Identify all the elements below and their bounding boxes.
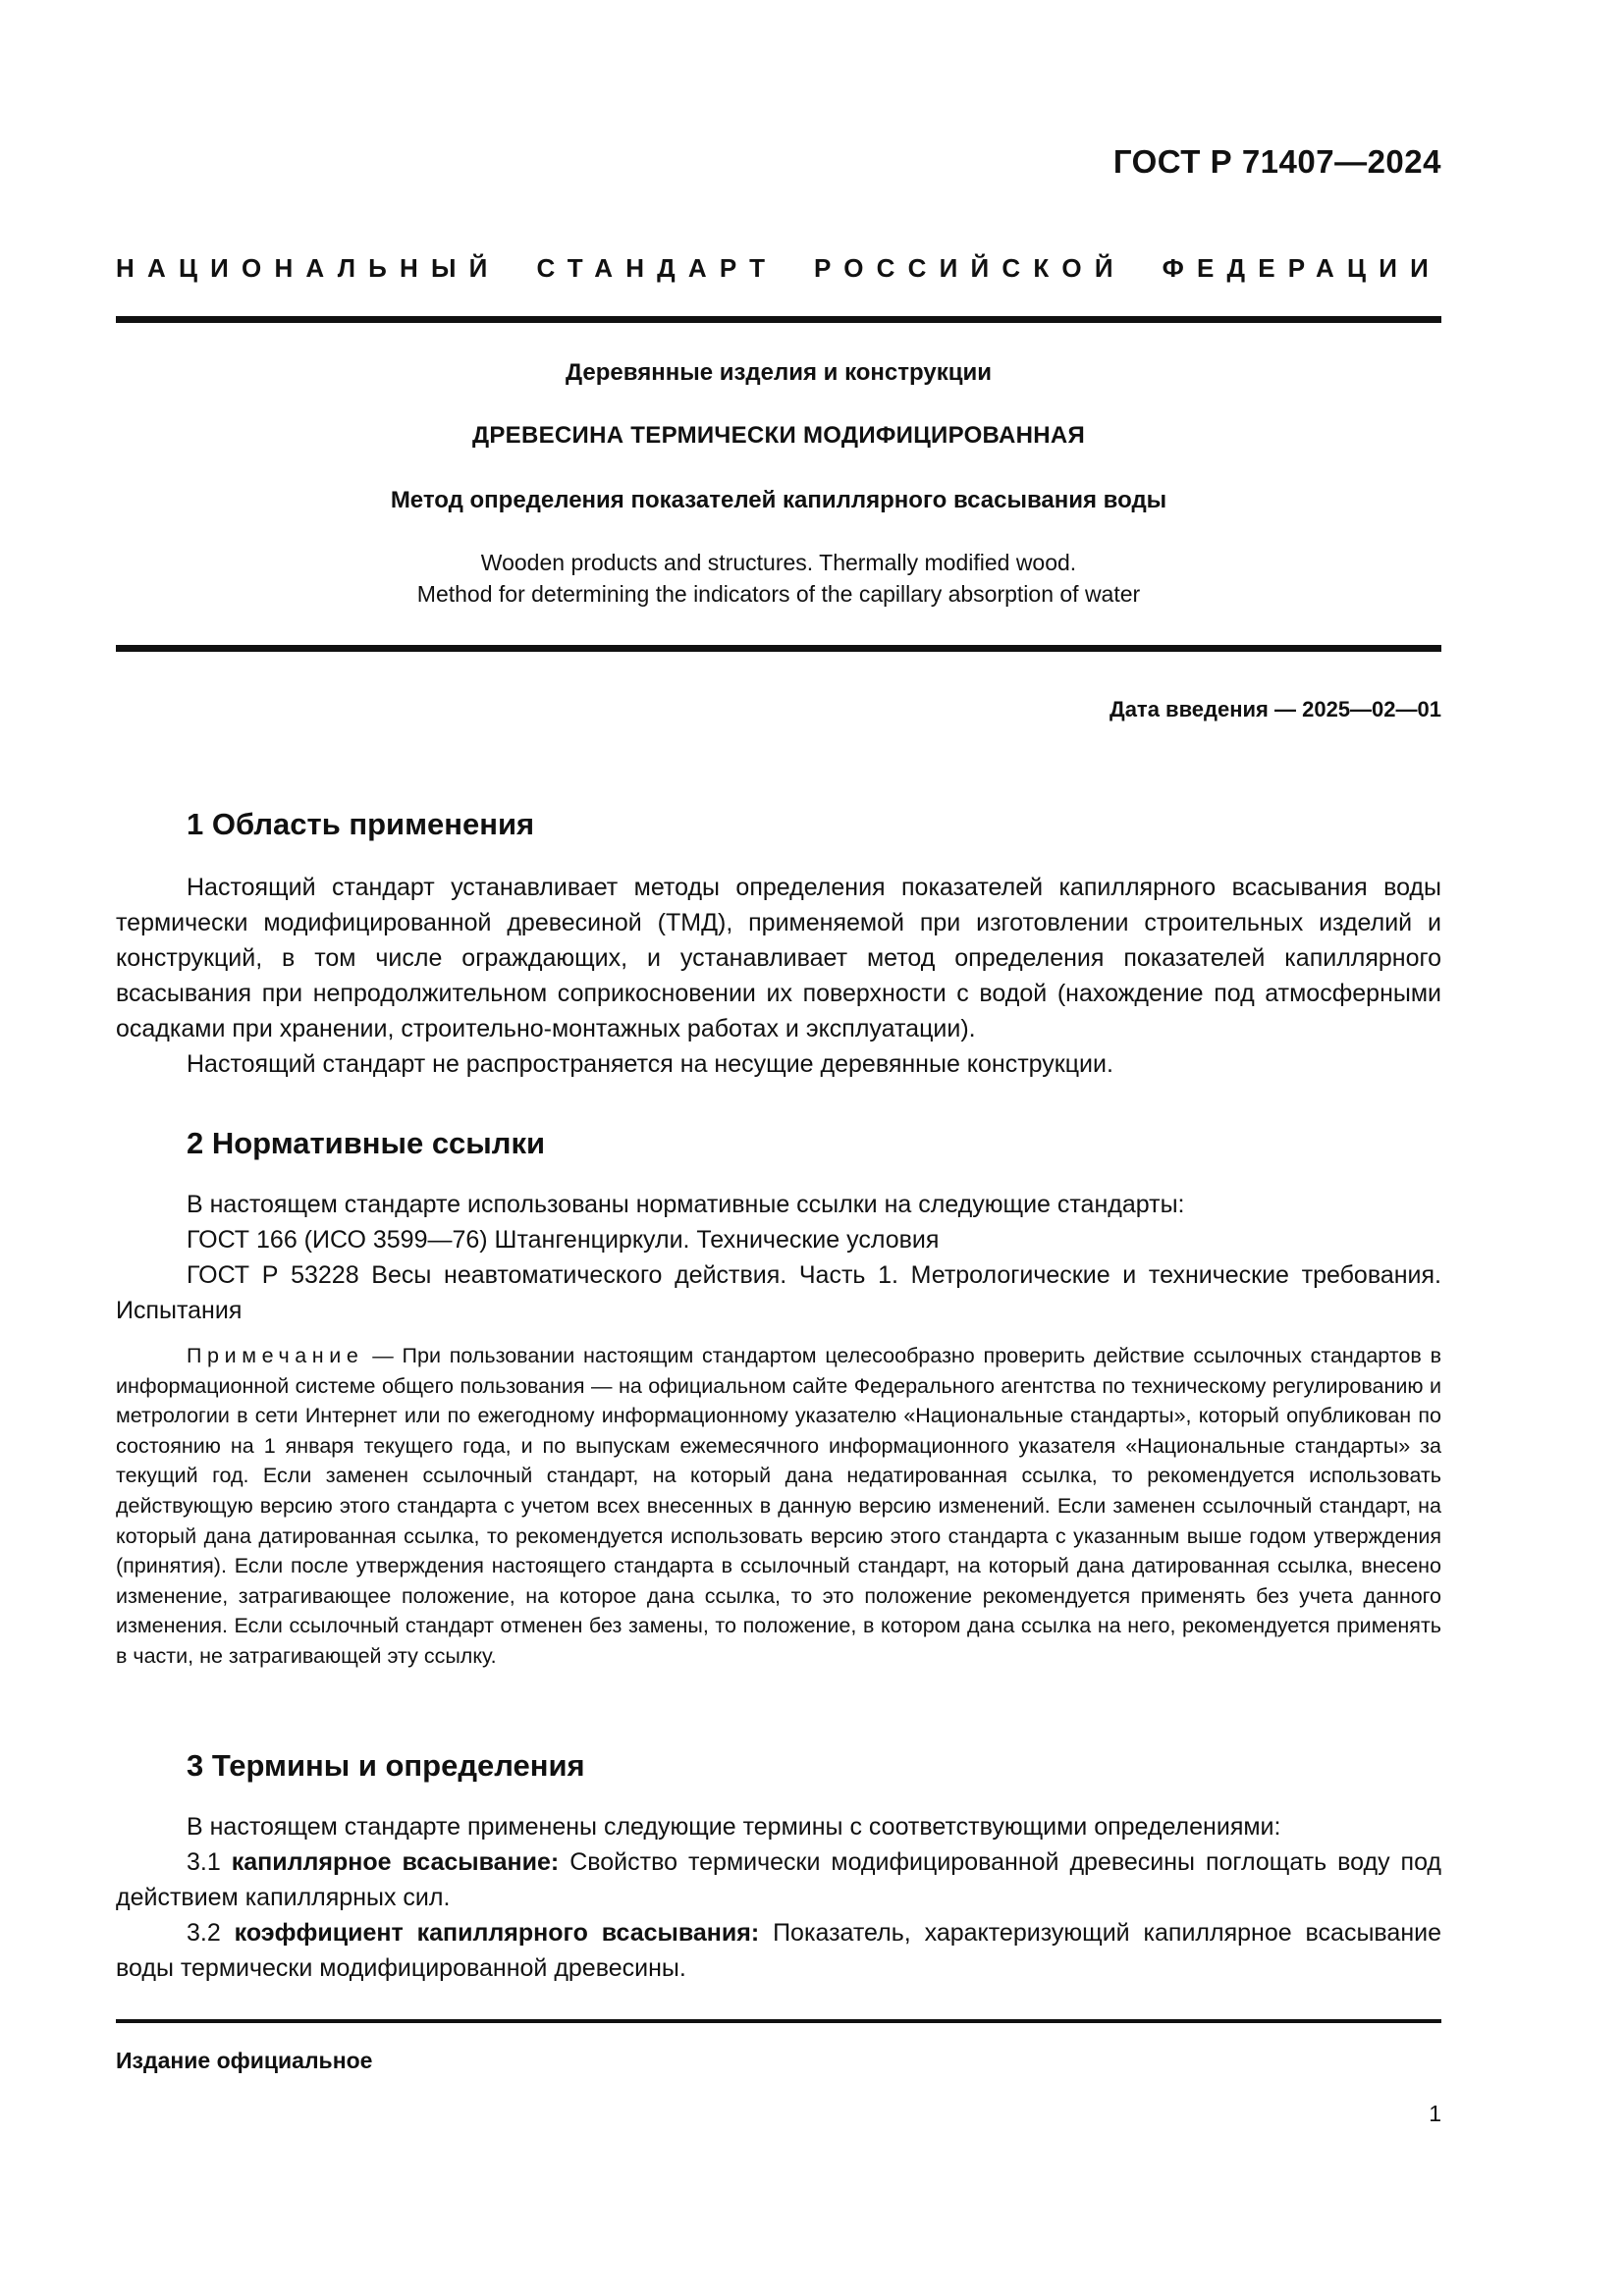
section-3-paragraph-1: В настоящем стандарте применены следующие термины с соответствующими определениями:: [187, 1813, 1281, 1841]
official-edition-label: Издание официальное: [116, 2048, 373, 2073]
note-label: Примечание: [187, 1344, 364, 1367]
term-3-2-number: 3.2: [187, 1919, 235, 1947]
section-2-paragraph-1: В настоящем стандарте использованы нормативные ссылки на следующие стандарты:: [187, 1191, 1185, 1218]
note-paragraph: [116, 1341, 1441, 1672]
reference-gost-166: ГОСТ 166 (ИСО 3599—76) Штангенциркули. Технические условия: [187, 1226, 940, 1254]
document-number: ГОСТ Р 71407—2024: [1112, 143, 1441, 180]
section-2-body: [116, 1187, 1441, 1328]
document-page: [116, 0, 1441, 2296]
introduction-date: Дата введения — 2025—02—01: [1110, 697, 1441, 721]
section-1-paragraph-1: Настоящий стандарт устанавливает методы определения показателей капиллярного всасывания воды термически модифицированной древесиной (ТМД), применяемой при изготовлении строительных изделий и конструкций, в том числе ограждающих, и устанавливает метод определения показателей капиллярного всасывания при непродолжительном соприкосновении их поверхности с водой (нахождение под атмосферными осадками при хранении, строительно-монтажных работах и эксплуатации).: [116, 874, 1441, 1042]
footer-rule: [116, 2019, 1441, 2023]
term-3-1-term: капиллярное всасывание:: [231, 1848, 560, 1876]
section-1-body: [116, 870, 1441, 1082]
reference-gost-r-53228: ГОСТ Р 53228 Весы неавтоматического действия. Часть 1. Метрологические и технические требования. Испытания: [116, 1261, 1441, 1324]
title-line-1: Деревянные изделия и конструкции: [566, 359, 992, 386]
section-3-heading: 3 Термины и определения: [187, 1748, 585, 1783]
term-3-1: [116, 1844, 1441, 1915]
section-1-paragraph-2: Настоящий стандарт не распространяется на несущие деревянные конструкции.: [187, 1050, 1113, 1078]
top-rule: [116, 316, 1441, 323]
section-2-heading: 2 Нормативные ссылки: [187, 1126, 546, 1160]
term-3-1-number: 3.1: [187, 1848, 232, 1876]
term-3-2-term: коэффициент капиллярного всасывания:: [234, 1919, 760, 1947]
term-3-2-definition: Показатель, характеризующий капиллярное всасывание воды термически модифицированной древесины.: [116, 1919, 1442, 1982]
title-line-2: ДРЕВЕСИНА ТЕРМИЧЕСКИ МОДИФИЦИРОВАННАЯ: [471, 422, 1086, 449]
page-number: 1: [1429, 2101, 1441, 2126]
section-3-body: [116, 1809, 1441, 1986]
english-title-line-2: Method for determining the indicators of the capillary absorption of water: [416, 581, 1141, 607]
national-standard-title: НАЦИОНАЛЬНЫЙ СТАНДАРТ РОССИЙСКОЙ ФЕДЕРАЦИИ: [116, 253, 1441, 283]
term-3-1-definition: Свойство термически модифицированной древесины поглощать воду под действием капиллярных сил.: [116, 1848, 1442, 1911]
english-title-line-1: Wooden products and structures. Thermally modified wood.: [480, 550, 1077, 575]
term-3-2: [116, 1915, 1441, 1986]
note-text: — При пользовании настоящим стандартом целесообразно проверить действие ссылочных стандартов в информационной системе общего пользования — на официальном сайте Федерального агентства по техническому регулированию и метрологии в сети Интернет или по ежегодному информационному указателю «Национальные стандарты», который опубликован по состоянию на 1 января текущего года, и по выпускам ежемесячного информационного указателя «Национальные стандарты» за текущий год. Если заменен ссылочный стандарт, на который дана недатированная ссылка, то рекомендуется использовать действующую версию этого стандарта с учетом всех внесенных в данную версию изменений. Если заменен ссылочный стандарт, на который дана датированная ссылка, то рекомендуется использовать версию этого стандарта с указанным выше годом утверждения (принятия). Если после утверждения настоящего стандарта в ссылочный стандарт, на который дана датированная ссылка, внесено изменение, затрагивающее положение, на которое дана ссылка, то это положение рекомендуется применять без учета данного изменения. Если ссылочный стандарт отменен без замены, то положение, в котором дана ссылка на него, рекомендуется применять в части, не затрагивающей эту ссылку.: [116, 1344, 1441, 1668]
title-line-3: Метод определения показателей капиллярного всасывания воды: [390, 487, 1167, 513]
title-bottom-rule: [116, 645, 1441, 652]
section-1-heading: 1 Область применения: [187, 807, 535, 841]
